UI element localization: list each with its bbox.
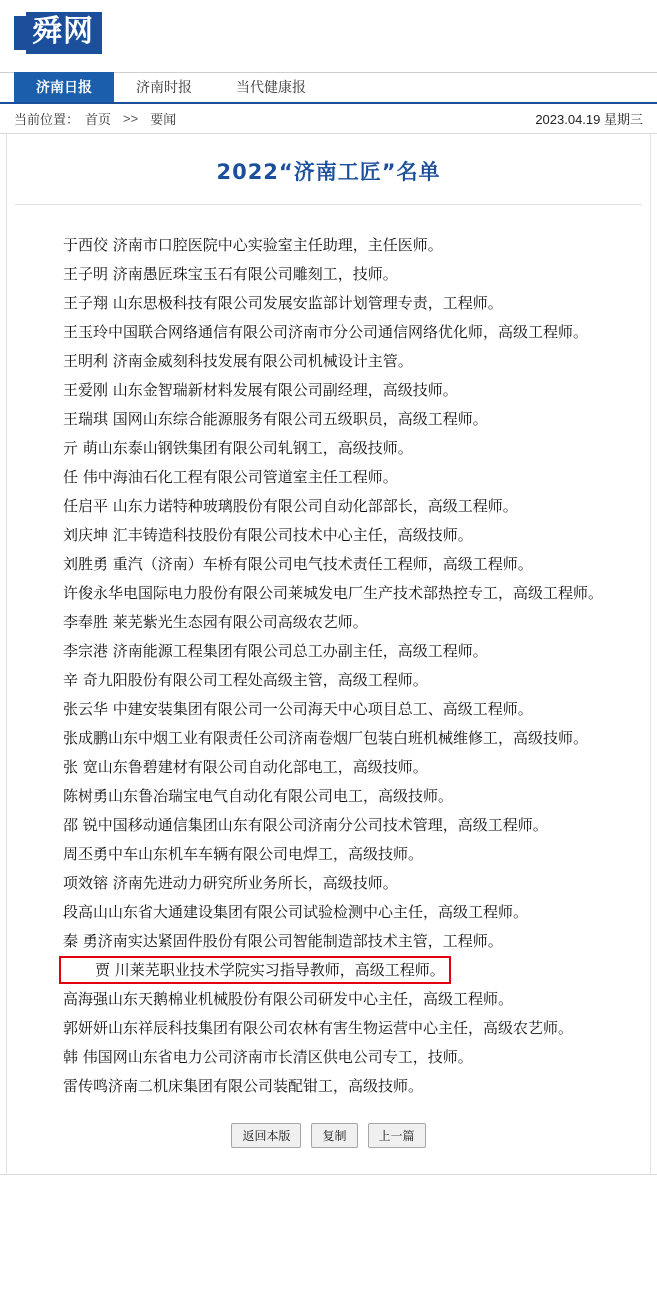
article-paragraph: 辛 奇九阳股份有限公司工程处高级主管，高级工程师。 [63,671,428,689]
logo-text: 舜网 [26,12,102,54]
article-paragraph: 韩 伟国网山东省电力公司济南市长清区供电公司专工，技师。 [63,1048,473,1066]
article-paragraph: 亓 萌山东泰山钢铁集团有限公司轧钢工，高级技师。 [63,439,413,457]
article-body [7,231,650,1101]
tab-jinan-times[interactable]: 济南时报 [136,79,192,95]
article-paragraph: 王爱刚 山东金智瑞新材料发展有限公司副经理，高级技师。 [63,381,458,399]
article-container [6,134,651,1174]
article-paragraph: 李宗港 济南能源工程集团有限公司总工办副主任，高级工程师。 [63,642,488,660]
previous-article-button[interactable]: 上一篇 [368,1123,426,1148]
article-paragraph: 刘胜勇 重汽（济南）车桥有限公司电气技术责任工程师，高级工程师。 [63,555,533,573]
logo-bar-icon [14,16,26,50]
breadcrumb-prefix: 当前位置： [14,112,80,127]
article-actions [7,1101,650,1164]
site-logo[interactable] [14,12,102,54]
article-paragraph: 邵 锐中国移动通信集团山东有限公司济南分公司技术管理，高级工程师。 [63,816,548,834]
article-paragraph: 郭妍妍山东祥辰科技集团有限公司农林有害生物运营中心主任，高级农艺师。 [63,1019,574,1037]
tab-contemporary-health[interactable]: 当代健康报 [236,79,306,95]
article-paragraph: 张 宽山东鲁碧建材有限公司自动化部电工，高级技师。 [63,758,428,776]
title-divider [15,204,642,205]
article-paragraph: 张云华 中建安装集团有限公司一公司海天中心项目总工、高级工程师。 [63,700,533,718]
article-paragraph: 项效镕 济南先进动力研究所业务所长，高级技师。 [63,874,398,892]
article-paragraph: 王子翔 山东思极科技有限公司发展安监部计划管理专责，工程师。 [63,294,503,312]
breadcrumb-left [14,109,176,128]
tab-jinan-daily[interactable]: 济南日报 [14,72,114,102]
article-paragraph: 周丕勇中车山东机车车辆有限公司电焊工，高级技师。 [63,845,424,863]
page-title: 2022“济南工匠”名单 [216,160,441,184]
article-paragraph: 王瑞琪 国网山东综合能源服务有限公司五级职员，高级工程师。 [63,410,488,428]
breadcrumb [0,104,657,134]
article-paragraph: 秦 勇济南实达紧固件股份有限公司智能制造部技术主管，工程师。 [63,932,503,950]
breadcrumb-separator: >> [123,111,139,126]
site-header [0,0,657,72]
highlighted-entry: 贾 川莱芜职业技术学院实习指导教师，高级工程师。 [59,956,451,984]
article-paragraph [33,956,628,985]
article-paragraph: 陈树勇山东鲁冶瑞宝电气自动化有限公司电工，高级技师。 [63,787,454,805]
article-paragraph: 许俊永华电国际电力股份有限公司莱城发电厂生产技术部热控专工，高级工程师。 [63,584,604,602]
copy-button[interactable]: 复制 [311,1123,357,1148]
article-paragraph: 任 伟中海油石化工程有限公司管道室主任工程师。 [63,468,398,486]
breadcrumb-home-link[interactable]: 首页 [85,112,112,127]
article-paragraph: 李奉胜 莱芜紫光生态园有限公司高级农艺师。 [63,613,368,631]
article-paragraph: 任启平 山东力诺特种玻璃股份有限公司自动化部部长，高级工程师。 [63,497,518,515]
article-paragraph: 王子明 济南愚匠珠宝玉石有限公司雕刻工，技师。 [63,265,398,283]
article-paragraph: 段高山山东省大通建设集团有限公司试验检测中心主任，高级工程师。 [63,903,529,921]
article-paragraph: 刘庆坤 汇丰铸造科技股份有限公司技术中心主任，高级技师。 [63,526,473,544]
article-paragraph: 王明利 济南金威刻科技发展有限公司机械设计主管。 [63,352,413,370]
back-to-edition-button[interactable]: 返回本版 [231,1123,301,1148]
article-paragraph: 高海强山东天鹅棉业机械股份有限公司研发中心主任，高级工程师。 [63,990,514,1008]
publication-tabs [0,72,657,104]
bottom-divider [0,1174,657,1175]
publish-date: 2023.04.19 星期三 [535,112,643,127]
article-paragraph: 雷传鸣济南二机床集团有限公司装配钳工，高级技师。 [63,1077,424,1095]
article-paragraph: 王玉玲中国联合网络通信有限公司济南市分公司通信网络优化师，高级工程师。 [63,323,589,341]
breadcrumb-current: 要闻 [150,112,177,127]
article-paragraph: 张成鹏山东中烟工业有限责任公司济南卷烟厂包装白班机械维修工，高级技师。 [63,729,589,747]
article-paragraph: 于西佼 济南市口腔医院中心实验室主任助理，主任医师。 [63,236,443,254]
